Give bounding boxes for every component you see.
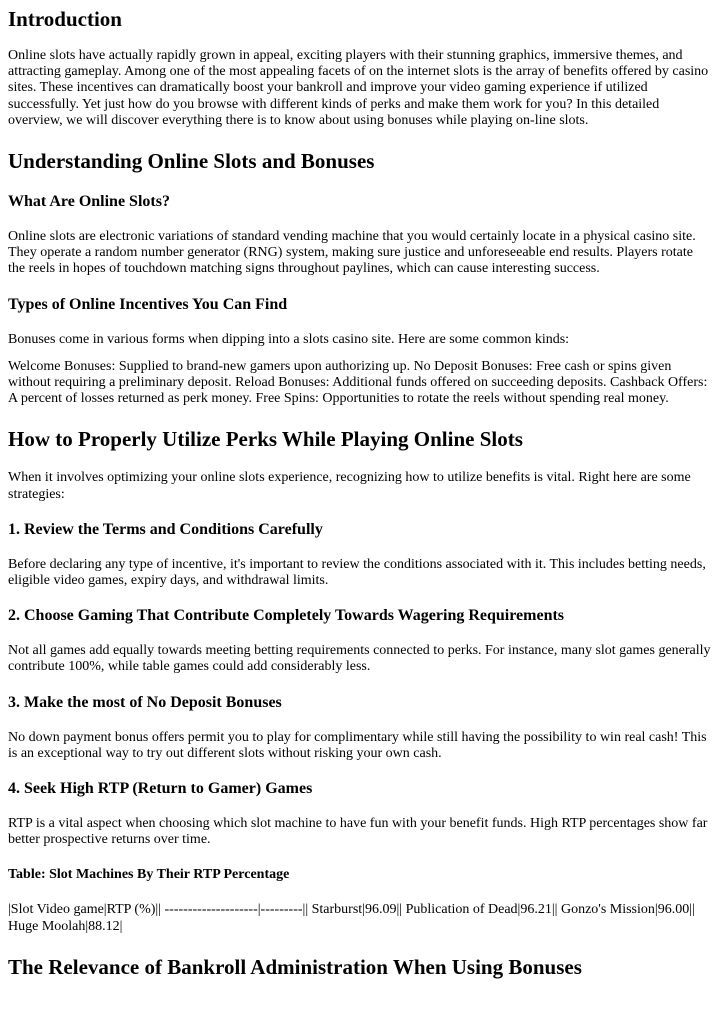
incentive-types-heading: Types of Online Incentives You Can Find xyxy=(8,295,288,313)
tip-paragraph: Not all games add equally towards meeting betting requirements connected to perks. For instance, many slot games generally contribute 100%, while table games could add considerably less. xyxy=(8,643,711,675)
rtp-table-heading: Table: Slot Machines By Their RTP Percentage xyxy=(8,867,290,883)
tip-heading: 1. Review the Terms and Conditions Carefully xyxy=(8,520,323,538)
rtp-table-text: |Slot Video game|RTP (%)|| --------------------|---------|| Starburst|96.09|| Publication of Dead|96.21|| Gonzo's Mission|96.00|| Huge Moolah|88.12| xyxy=(8,902,695,934)
tip-paragraph: Before declaring any type of incentive, it's important to review the conditions associated with it. This includes betting needs, eligible video games, expiry days, and withdrawal limits. xyxy=(8,556,706,589)
intro-heading: Introduction xyxy=(8,7,122,31)
tip-heading: 2. Choose Gaming That Contribute Completely Towards Wagering Requirements xyxy=(8,607,565,625)
understanding-heading: Understanding Online Slots and Bonuses xyxy=(8,149,375,174)
incentive-types-intro: Bonuses come in various forms when dipping into a slots casino site. Here are some common kinds: xyxy=(8,331,570,347)
what-are-slots-heading: What Are Online Slots? xyxy=(8,193,170,211)
what-are-slots-paragraph: Online slots are electronic variations of standard vending machine that you would certainly locate in a physical casino site. They operate a random number generator (RNG) system, making sure justice and unforeseeable end results. Players rotate the reels in hopes of touchdown matching signs throughout paylines, which can cause interesting success. xyxy=(8,229,696,277)
bankroll-heading: The Relevance of Bankroll Administration When Using Bonuses xyxy=(8,954,582,979)
utilize-heading: How to Properly Utilize Perks While Playing Online Slots xyxy=(8,427,523,452)
tip-heading: 4. Seek High RTP (Return to Gamer) Games xyxy=(8,780,313,798)
utilize-paragraph: When it involves optimizing your online slots experience, recognizing how to utilize benefits is vital. Right here are some strategies: xyxy=(8,470,691,502)
intro-paragraph: Online slots have actually rapidly grown in appeal, exciting players with their stunning graphics, immersive themes, and attracting gameplay. Among one of the most appealing facets of on the internet slots is the array of benefits offered by casino sites. These incentives can dramatically boost your bankroll and improve your video gaming experience if utilized successfully. Yet just how do you browse with different kinds of perks and make them work for you? In this detailed overview, we will discover everything there is to know about using bonuses while playing on-line slots. xyxy=(8,48,709,128)
article xyxy=(0,7,720,979)
incentive-types-list: Welcome Bonuses: Supplied to brand-new gamers upon authorizing up. No Deposit Bonuses: Free cash or spins given without requiring a preliminary deposit. Reload Bonuses: Additional funds offered on succeeding deposits. Cashback Offers: A percent of losses returned as perk money. Free Spins: Opportunities to rotate the reels without spending real money. xyxy=(8,358,708,407)
tip-paragraph: RTP is a vital aspect when choosing which slot machine to have fun with your benefit funds. High RTP percentages show far better prospective returns over time. xyxy=(8,816,708,848)
tip-paragraph: No down payment bonus offers permit you to play for complimentary while still having the possibility to win real cash! This is an exceptional way to try out different slots without risking your own cash. xyxy=(8,729,707,761)
tip-heading: 3. Make the most of No Deposit Bonuses xyxy=(8,693,282,711)
